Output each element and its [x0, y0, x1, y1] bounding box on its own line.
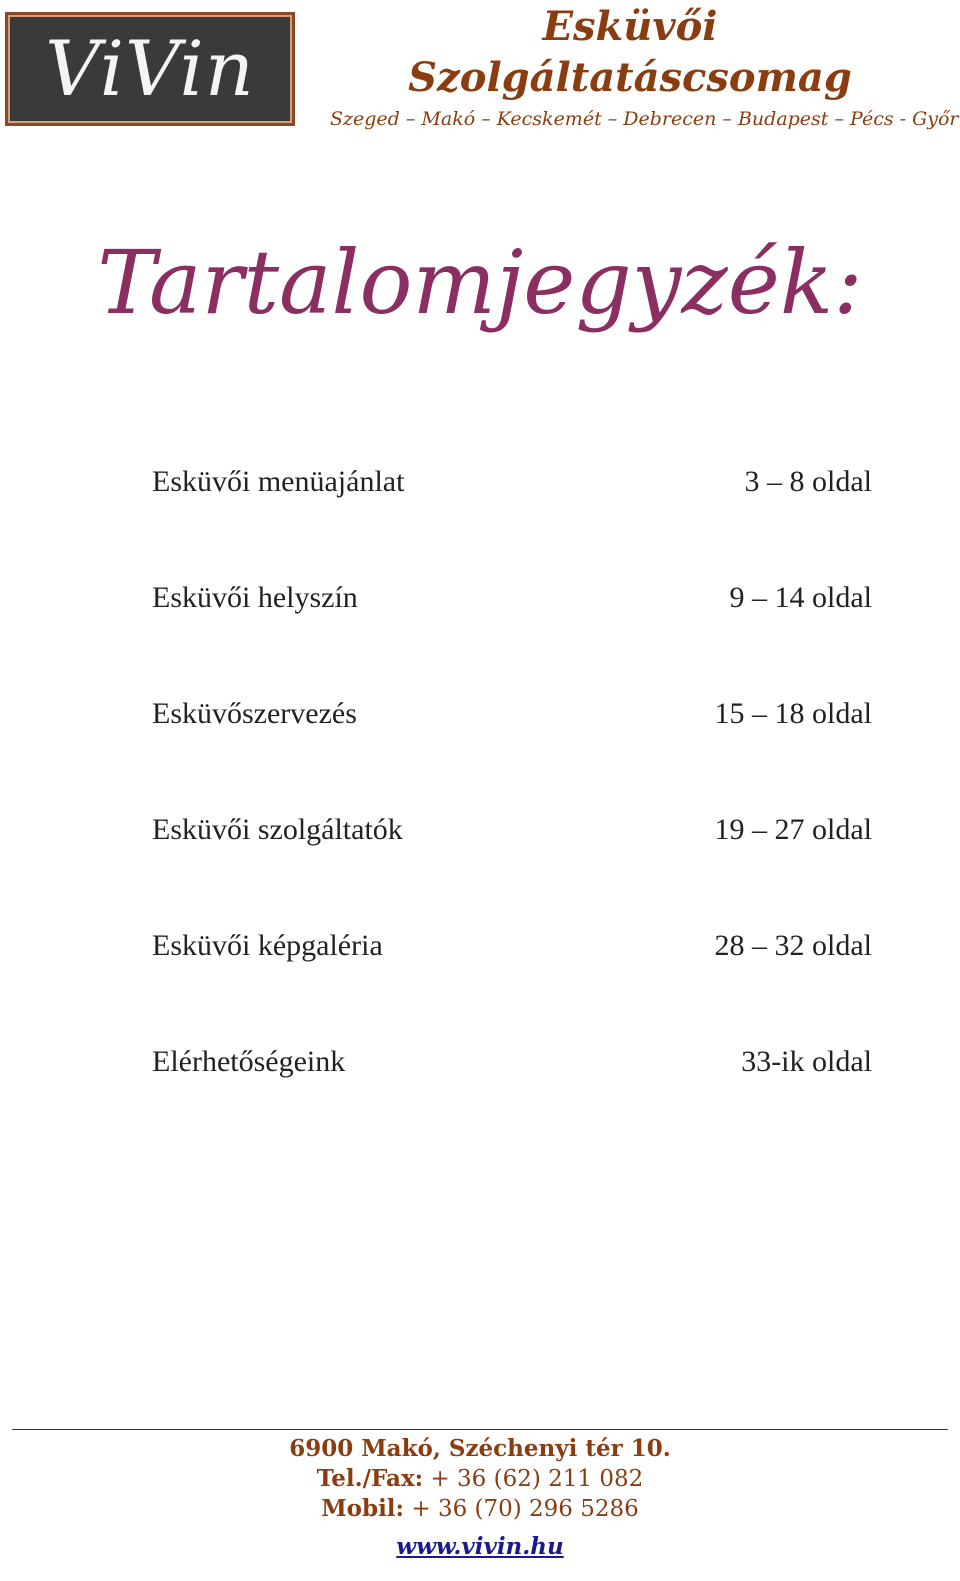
toc-row [152, 571, 872, 625]
address-text: 6900 Makó, Széchenyi tér 10. [289, 1435, 671, 1462]
toc-row [152, 919, 872, 973]
toc-pages: 15 – 18 oldal [714, 697, 872, 730]
footer-address [0, 1434, 960, 1464]
footer-phone [0, 1464, 960, 1494]
footer-divider [12, 1429, 948, 1430]
toc-label: Esküvői képgaléria [152, 929, 383, 962]
toc-label: Esküvői menüajánlat [152, 465, 405, 498]
mobile-label: Mobil: [321, 1495, 405, 1522]
toc-label: Esküvői helyszín [152, 581, 358, 614]
mobile-value: + 36 (70) 296 5286 [411, 1496, 639, 1522]
page-header [330, 0, 959, 132]
toc-pages: 3 – 8 oldal [744, 465, 872, 498]
header-title-line2: Szolgáltatáscsomag [408, 54, 852, 101]
toc-row [152, 803, 872, 857]
toc-label: Elérhetőségeink [152, 1045, 346, 1078]
header-cities: Szeged – Makó – Kecskemét – Debrecen – Budapest – Pécs - Győr [330, 108, 959, 130]
tel-label: Tel./Fax: [316, 1465, 424, 1492]
footer-mobile [0, 1494, 960, 1524]
toc-row [152, 455, 872, 509]
toc-pages: 28 – 32 oldal [714, 929, 872, 962]
vivin-logo [5, 12, 295, 126]
page-title: Tartalomjegyzék: [97, 231, 863, 334]
toc-row [152, 1035, 872, 1089]
header-title-line1: Esküvői [542, 3, 718, 50]
tel-value: + 36 (62) 211 082 [430, 1466, 644, 1492]
toc-pages: 33-ik oldal [741, 1045, 872, 1078]
toc-pages: 19 – 27 oldal [714, 813, 872, 846]
table-of-contents [152, 455, 872, 1151]
logo-text: ViVin [45, 24, 255, 113]
toc-label: Esküvőszervezés [152, 697, 357, 730]
website-link[interactable]: www.vivin.hu [396, 1533, 564, 1560]
page-footer [0, 1434, 960, 1562]
toc-label: Esküvői szolgáltatók [152, 813, 403, 846]
toc-row [152, 687, 872, 741]
toc-pages: 9 – 14 oldal [729, 581, 872, 614]
